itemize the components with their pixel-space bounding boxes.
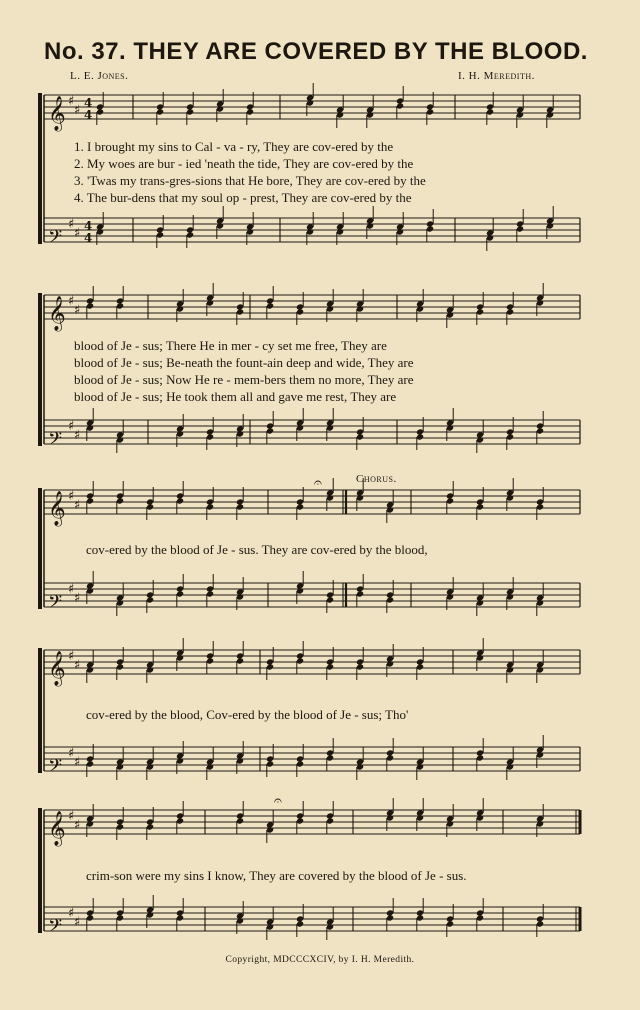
verse-line: blood of Je - sus; There He in mer - cy set me free, They are	[74, 338, 387, 353]
treble-clef-icon: 𝄞	[48, 491, 66, 526]
fermata-icon: 𝄐	[314, 475, 322, 491]
sharp-icon: ♯	[68, 582, 75, 597]
time-signature: 4	[84, 108, 93, 122]
verse-line: 1. I brought my sins to Cal - va - ry, They are cov-ered by the	[74, 139, 394, 154]
bass-clef-icon: 𝄢	[48, 916, 63, 941]
sharp-icon: ♯	[74, 818, 81, 833]
system-brace	[38, 808, 42, 933]
time-signature: 4	[84, 219, 93, 233]
time-signature: 4	[84, 96, 93, 110]
copyright-notice: Copyright, MDCCCXCIV, by I. H. Meredith.	[225, 955, 415, 965]
bass-clef-icon: 𝄢	[48, 756, 63, 781]
sharp-icon: ♯	[74, 755, 81, 770]
treble-clef-icon: 𝄞	[48, 96, 66, 131]
verse-line: 3. 'Twas my trans-gres-sions that He bore, They are cov-ered by the	[74, 173, 426, 188]
author-credit: L. E. Jones.	[70, 70, 129, 82]
system-brace	[38, 93, 42, 244]
verse-line: 4. The bur-dens that my soul op - prest, They are cov-ered by the	[74, 190, 412, 205]
fermata-icon: 𝄐	[274, 793, 282, 809]
time-signature: 4	[84, 231, 93, 245]
sharp-icon: ♯	[74, 915, 81, 930]
sharp-icon: ♯	[74, 591, 81, 606]
treble-clef-icon: 𝄞	[48, 651, 66, 686]
hymn-title: No. 37. THEY ARE COVERED BY THE BLOOD.	[44, 38, 588, 65]
system-brace	[38, 293, 42, 446]
sharp-icon: ♯	[68, 649, 75, 664]
sharp-icon: ♯	[74, 428, 81, 443]
sharp-icon: ♯	[74, 103, 81, 118]
sharp-icon: ♯	[68, 94, 75, 109]
sharp-icon: ♯	[74, 658, 81, 673]
sharp-icon: ♯	[68, 294, 75, 309]
bass-clef-icon: 𝄢	[48, 227, 63, 252]
verse-line: blood of Je - sus; He took them all and gave me rest, They are	[74, 389, 397, 404]
verse-line: blood of Je - sus; Be-neath the fount-ain deep and wide, They are	[74, 355, 414, 370]
treble-clef-icon: 𝄞	[48, 296, 66, 331]
chorus-line-3: crim-son were my sins I know, They are covered by the blood of Je - sus.	[86, 868, 467, 883]
chorus-line-2: cov-ered by the blood, Cov-ered by the blood of Je - sus; Tho'	[86, 707, 409, 722]
sharp-icon: ♯	[74, 498, 81, 513]
sharp-icon: ♯	[68, 419, 75, 434]
sharp-icon: ♯	[74, 303, 81, 318]
system-brace	[38, 648, 42, 773]
verses-block-2	[74, 337, 413, 405]
verse-line: blood of Je - sus; Now He re - mem-bers them no more, They are	[74, 372, 414, 387]
sharp-icon: ♯	[68, 906, 75, 921]
treble-clef-icon: 𝄞	[48, 811, 66, 846]
bass-clef-icon: 𝄢	[48, 592, 63, 617]
system-brace	[38, 488, 42, 609]
sharp-icon: ♯	[68, 809, 75, 824]
verses-block-1	[74, 138, 426, 206]
verse-line: 2. My woes are bur - ied 'neath the tide, They are cov-ered by the	[74, 156, 414, 171]
chorus-label: Chorus.	[356, 473, 397, 485]
sharp-icon: ♯	[68, 217, 75, 232]
sharp-icon: ♯	[68, 489, 75, 504]
chorus-line-1: cov-ered by the blood of Je - sus. They are cov-ered by the blood,	[86, 542, 428, 557]
composer-credit: I. H. Meredith.	[458, 70, 535, 82]
bass-clef-icon: 𝄢	[48, 429, 63, 454]
sharp-icon: ♯	[74, 226, 81, 241]
sharp-icon: ♯	[68, 746, 75, 761]
